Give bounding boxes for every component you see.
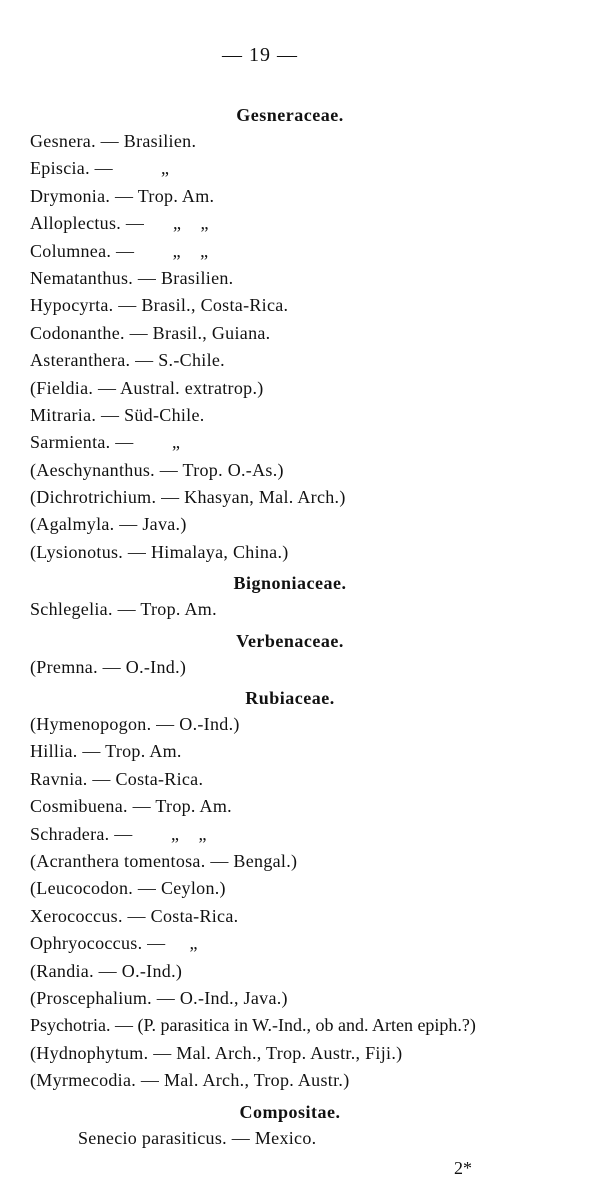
genus-entry: Drymonia. — Trop. Am.: [30, 185, 215, 206]
genus-entry: (Premna. — O.-Ind.): [30, 656, 187, 677]
genus-entry: Asteranthera. — S.-Chile.: [30, 350, 225, 371]
genus-entry: Columnea. — „ „: [30, 240, 209, 261]
page-number: — 19 —: [222, 44, 298, 66]
genus-entry: Hillia. — Trop. Am.: [30, 741, 182, 762]
genus-entry: Nematanthus. — Brasilien.: [30, 267, 234, 288]
section-heading: Bignoniaceae.: [233, 573, 347, 594]
genus-entry: Alloplectus. — „ „: [30, 213, 209, 234]
genus-entry: (Hydnophytum. — Mal. Arch., Trop. Austr., Fiji.): [30, 1042, 403, 1063]
section-heading: Verbenaceae.: [236, 630, 344, 651]
section-rubiaceae: [30, 685, 600, 1094]
genus-entry: (Lysionotus. — Himalaya, China.): [30, 541, 289, 562]
genus-entry: Xerococcus. — Costa-Rica.: [30, 905, 239, 926]
genus-entry: Senecio parasiticus. — Mexico.: [78, 1127, 317, 1148]
genus-entry: (Leucocodon. — Ceylon.): [30, 878, 226, 899]
genus-entry: Ravnia. — Costa-Rica.: [30, 768, 204, 789]
section-gesneraceae: [30, 102, 600, 566]
section-bignoniaceae: [30, 570, 600, 623]
genus-entry: Schlegelia. — Trop. Am.: [30, 599, 217, 620]
signature-mark: 2*: [454, 1158, 472, 1178]
genus-entry: Cosmibuena. — Trop. Am.: [30, 796, 232, 817]
genus-entry: Psychotria. — (P. parasitica in W.-Ind., ob and. Arten epiph.?): [30, 1015, 476, 1036]
genus-entry: (Acranthera tomentosa. — Bengal.): [30, 850, 298, 871]
section-compositae: [30, 1099, 600, 1152]
genus-entry: (Aeschynanthus. — Trop. O.-As.): [30, 459, 284, 480]
genus-entry: (Randia. — O.-Ind.): [30, 960, 183, 981]
section-heading: Rubiaceae.: [245, 688, 335, 709]
genus-entry: Sarmienta. — „: [30, 432, 181, 453]
genus-entry: Schradera. — „ „: [30, 823, 207, 844]
genus-entry: (Hymenopogon. — O.-Ind.): [30, 714, 240, 735]
genus-entry: (Fieldia. — Austral. extratrop.): [30, 377, 264, 398]
genus-entry: (Proscephalium. — O.-Ind., Java.): [30, 987, 288, 1008]
page-content: [30, 98, 600, 1152]
section-verbenaceae: [30, 628, 600, 681]
genus-entry: Gesnera. — Brasilien.: [30, 131, 197, 151]
genus-entry: Mitraria. — Süd-Chile.: [30, 404, 205, 425]
genus-entry: (Myrmecodia. — Mal. Arch., Trop. Austr.): [30, 1070, 350, 1091]
genus-entry: (Dichrotrichium. — Khasyan, Mal. Arch.): [30, 487, 346, 508]
genus-entry: Ophryococcus. — „: [30, 933, 198, 954]
section-heading: Gesneraceae.: [236, 105, 344, 125]
genus-entry: Codonanthe. — Brasil., Guiana.: [30, 322, 271, 343]
genus-entry: (Agalmyla. — Java.): [30, 514, 187, 535]
genus-entry: Hypocyrta. — Brasil., Costa-Rica.: [30, 295, 289, 316]
section-heading: Compositae.: [239, 1101, 341, 1122]
genus-entry: Episcia. — „: [30, 158, 170, 179]
